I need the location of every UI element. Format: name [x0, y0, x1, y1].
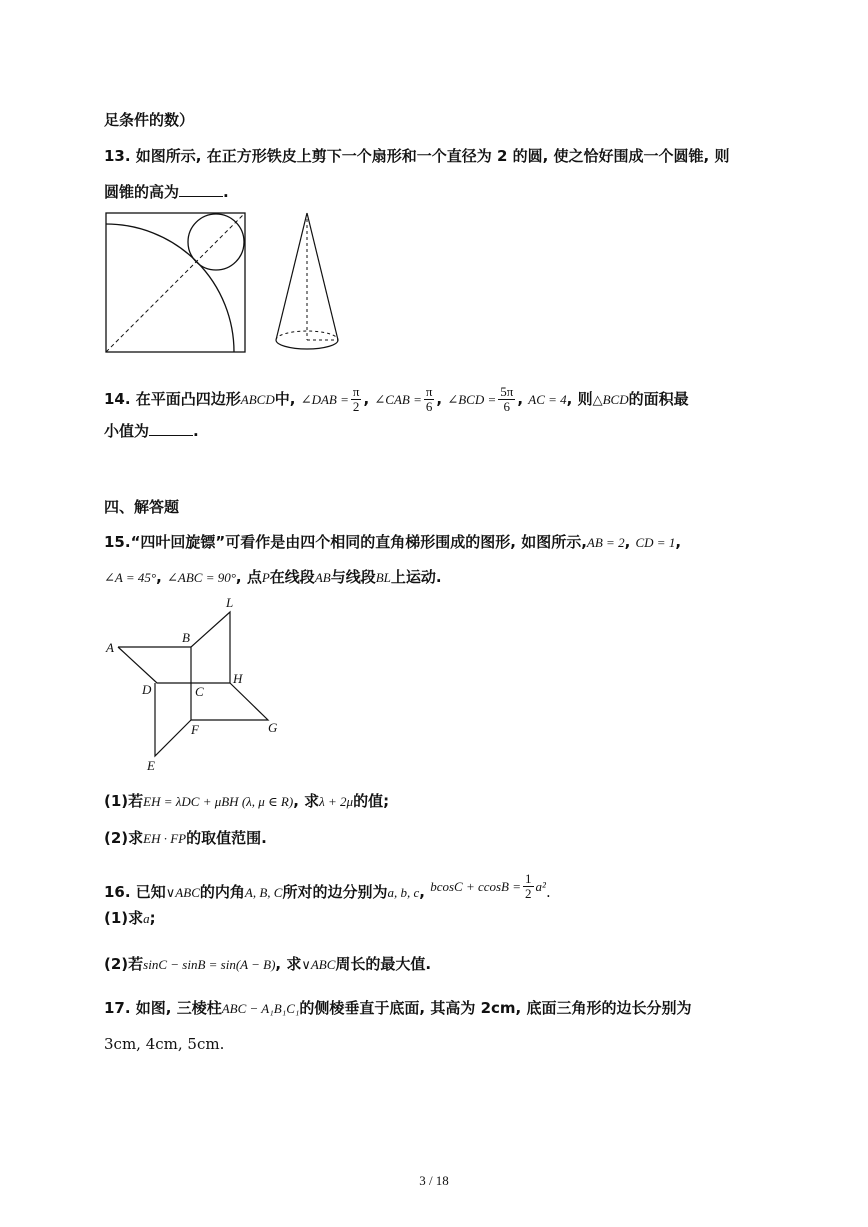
q17-line2: 3cm, 4cm, 5cm.: [104, 1035, 225, 1053]
q15-line2: ∠A = 45°, ∠ABC = 90°, 点P在线段AB与线段BL上运动.: [104, 568, 442, 586]
q15-dot-product: EH · FP: [143, 831, 187, 846]
q17-prism: ABC − A₁B₁C₁: [221, 1001, 300, 1016]
label-C: C: [195, 684, 204, 699]
section-heading: 四、解答题: [104, 498, 180, 516]
q14-angle3: ∠BCD =: [447, 392, 497, 407]
q16-line1: 16. 已知∨ABC的内角A, B, C所对的边分别为a, b, c, bcosC + ccosB = $\frac{1}{2}$ a².: [104, 871, 551, 901]
label-E: E: [147, 758, 155, 773]
q15-vector-equation: EH = λDC + μBH (λ, μ ∈ R): [143, 794, 294, 809]
q14-line1: 14. 在平面凸四边形ABCD中, ∠DAB = $\frac{\pi}{2}$ , ∠CAB = $\frac{\pi}{6}$ , ∠BCD = $\frac{5\pi}{6}$ , AC = 4, 则△BCD的面积最: [104, 384, 689, 414]
q16-equation: bcosC + ccosB =: [430, 879, 522, 894]
q14-angle2: ∠CAB =: [374, 392, 422, 407]
q14-line2: 小值为 .: [104, 422, 199, 440]
label-H: H: [233, 671, 243, 686]
q15-angle-a: ∠A = 45°: [104, 570, 157, 585]
q13-line1: 13. 如图所示, 在正方形铁皮上剪下一个扇形和一个直径为 2 的圆, 使之恰好围成一个圆锥, 则: [104, 147, 730, 165]
label-A: A: [106, 640, 114, 655]
q13-suffix: .: [223, 183, 229, 201]
answer-blank: [149, 421, 193, 436]
q17-line1: 17. 如图, 三棱柱ABC − A₁B₁C₁的侧棱垂直于底面, 其高为 2cm, 底面三角形的边长分别为: [104, 999, 692, 1017]
q15-angle-abc: ∠ABC = 90°: [167, 570, 236, 585]
q15-sub1: (1)若EH = λDC + μBH (λ, μ ∈ R), 求λ + 2μ的值;: [104, 792, 390, 810]
label-D: D: [142, 682, 152, 697]
q14-mid: 中,: [274, 390, 296, 408]
page-number: 3 / 18: [419, 1173, 449, 1188]
q14-frac1: $\frac{\pi}{2}$: [352, 384, 360, 414]
label-F: F: [191, 722, 199, 737]
continued-text: 足条件的数）: [104, 111, 195, 129]
q16-frac: $\frac{1}{2}$: [525, 871, 532, 901]
q14-frac2: $\frac{\pi}{6}$: [425, 384, 433, 414]
q16-sub1: (1)求a;: [104, 909, 156, 927]
q15-ab: AB = 2: [586, 535, 625, 550]
label-B: B: [182, 630, 190, 645]
q14-frac3: $\frac{5\pi}{6}$: [500, 384, 514, 414]
q15-cd: CD = 1: [635, 535, 676, 550]
boomerang-figure: [100, 592, 290, 774]
q14-ac: AC = 4: [528, 392, 567, 407]
cone-figure: [272, 210, 342, 360]
q14-angle1: ∠DAB =: [300, 392, 349, 407]
q14-prefix: 14. 在平面凸四边形: [104, 390, 241, 408]
answer-blank: [179, 182, 223, 197]
q16-sub2: (2)若sinC − sinB = sin(A − B), 求∨ABC周长的最大值.: [104, 955, 432, 973]
q13-line2: [104, 182, 229, 202]
square-sector-figure: [104, 210, 249, 355]
q16-condition: sinC − sinB = sin(A − B): [143, 957, 276, 972]
label-G: G: [268, 720, 278, 735]
q15-sub2: (2)求EH · FP的取值范围.: [104, 829, 267, 847]
q13-prefix: 圆锥的高为: [104, 183, 180, 201]
label-L: L: [226, 595, 234, 610]
q14-triangle: △BCD: [592, 392, 629, 407]
q15-line1: 15.“四叶回旋镖”可看作是由四个相同的直角梯形围成的图形, 如图所示,AB = 2, CD = 1,: [104, 533, 682, 551]
q14-quad: ABCD: [240, 392, 275, 407]
